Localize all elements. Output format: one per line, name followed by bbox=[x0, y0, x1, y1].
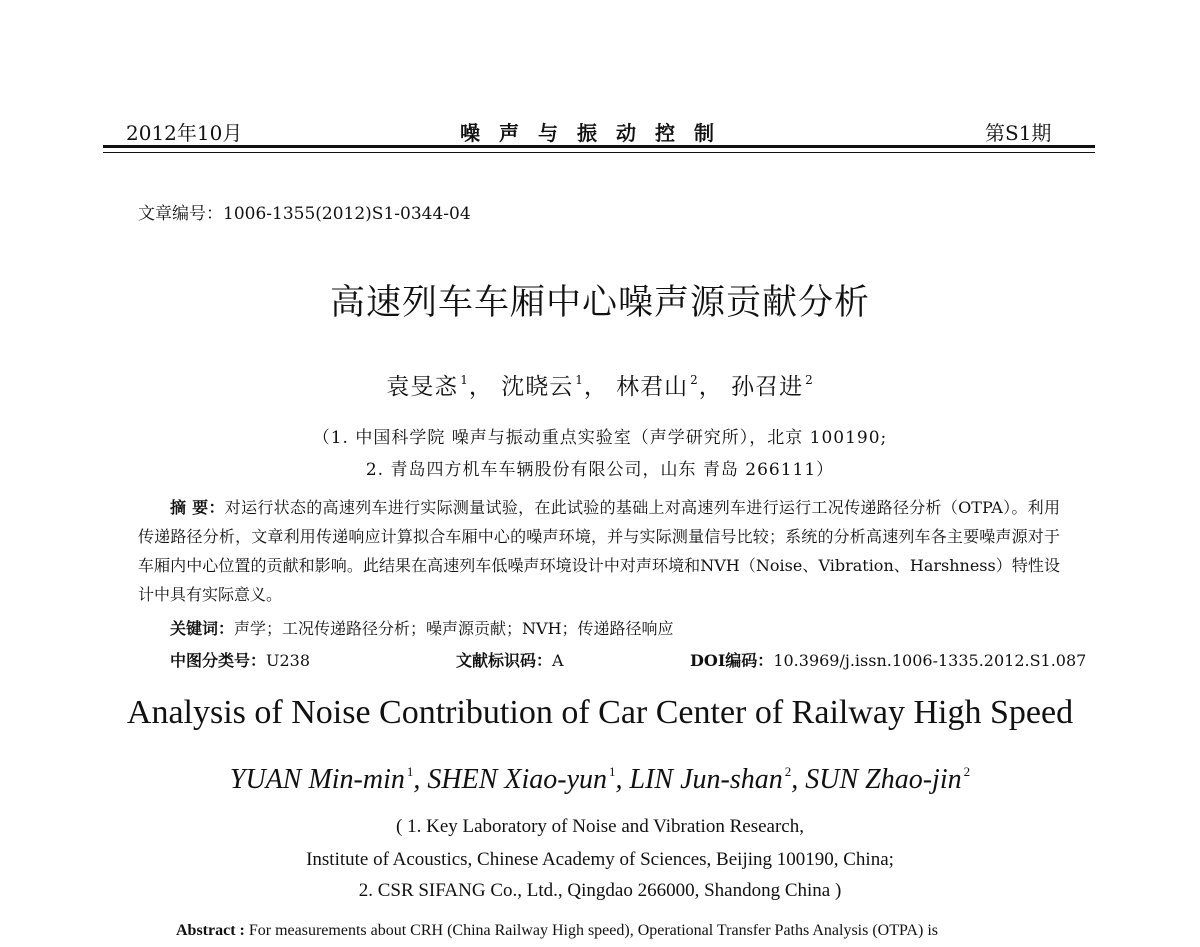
title-english: Analysis of Noise Contribution of Car Center of Railway High Speed bbox=[126, 694, 1074, 731]
author-separator: ， bbox=[468, 374, 493, 400]
author-separator: ， bbox=[583, 374, 608, 400]
author-en-affiliation-mark: 1 bbox=[609, 764, 616, 779]
author-separator: ， bbox=[698, 374, 723, 400]
article-number: 文章编号：1006-1355(2012)S1-0344-04 bbox=[138, 204, 471, 224]
author-cn-name: 林君山 bbox=[616, 374, 689, 400]
author-cn-name: 袁旻忞 bbox=[386, 374, 459, 400]
author-en-affiliation-mark: 2 bbox=[784, 764, 792, 779]
abstract-cn-text: 对运行状态的高速列车进行实际测量试验，在此试验的基础上对高速列车进行运行工况传递路径分析（OTPA）。利用传递路径分析，文章利用传递响应计算拟合车厢中心的噪声环境，并与实际测量信号比较；系统的分析高速列车各主要噪声源对于车厢内中心位置的贡献和影响。此结果在高速列车低噪声环境设计中对声环境和NVH（Noise、Vibration、Harshness）特性设计中具有实际意义。 bbox=[138, 498, 1060, 604]
header-rule-thick bbox=[103, 145, 1095, 148]
author-en-name: SHEN Xiao-yun bbox=[427, 764, 608, 795]
classification-label: 中图分类号： bbox=[170, 651, 267, 670]
abstract-english bbox=[176, 922, 938, 940]
author-cn-affiliation-mark: 2 bbox=[805, 373, 814, 387]
author-cn-affiliation-mark: 1 bbox=[460, 373, 469, 387]
authors-chinese bbox=[0, 368, 1200, 401]
header-journal-name: 噪声与振动控制 bbox=[460, 121, 733, 145]
author-en-name: SUN Zhao-jin bbox=[805, 764, 962, 795]
abstract-chinese bbox=[138, 493, 1060, 609]
abstract-en-label: Abstract : bbox=[176, 922, 245, 939]
classification-number bbox=[170, 648, 310, 671]
abstract-en-text: For measurements about CRH (China Railway High speed), Operational Transfer Paths Analysis (OTPA) is bbox=[248, 922, 938, 939]
author-en-affiliation-mark: 1 bbox=[406, 764, 414, 779]
affiliation-en-3: 2. CSR SIFANG Co., Ltd., Qingdao 266000, Shandong China ) bbox=[358, 880, 842, 901]
doi-value: 10.3969/j.issn.1006-1335.2012.S1.087 bbox=[773, 651, 1087, 670]
header-issue: 第S1期 bbox=[985, 121, 1052, 145]
affiliation-en-2: Institute of Acoustics, Chinese Academy of Sciences, Beijing 100190, China; bbox=[306, 849, 894, 870]
doi bbox=[690, 648, 1086, 671]
author-cn-affiliation-mark: 1 bbox=[575, 373, 584, 387]
affiliation-cn-1: （1. 中国科学院 噪声与振动重点实验室（声学研究所），北京 100190; bbox=[312, 428, 888, 448]
header-rule-thin bbox=[103, 152, 1095, 153]
document-code-value: A bbox=[552, 651, 564, 670]
author-en-name: YUAN Min-min bbox=[229, 764, 405, 795]
author-separator: , bbox=[615, 764, 630, 795]
document-code-label: 文献标识码： bbox=[456, 651, 553, 670]
keywords-chinese bbox=[170, 616, 674, 639]
author-separator: , bbox=[413, 764, 428, 795]
author-en-affiliation-mark: 2 bbox=[963, 764, 971, 779]
title-chinese: 高速列车车厢中心噪声源贡献分析 bbox=[329, 283, 870, 323]
authors-english bbox=[0, 764, 1200, 796]
author-separator: , bbox=[791, 764, 806, 795]
header-date: 2012年10月 bbox=[126, 121, 243, 145]
keywords-label: 关键词： bbox=[170, 619, 235, 638]
abstract-cn-label: 摘 要： bbox=[170, 498, 225, 517]
affiliation-cn-2: 2. 青岛四方机车车辆股份有限公司，山东 青岛 266111） bbox=[365, 460, 835, 480]
classification-value: U238 bbox=[266, 651, 311, 670]
author-cn-name: 沈晓云 bbox=[501, 374, 574, 400]
affiliation-en-1: ( 1. Key Laboratory of Noise and Vibration Research, bbox=[396, 816, 804, 837]
doi-label: DOI编码： bbox=[690, 651, 774, 670]
author-cn-name: 孙召进 bbox=[731, 374, 804, 400]
author-cn-affiliation-mark: 2 bbox=[690, 373, 699, 387]
document-code bbox=[456, 648, 564, 671]
author-en-name: LIN Jun-shan bbox=[629, 764, 783, 795]
keywords-text: 声学；工况传递路径分析；噪声源贡献；NVH；传递路径响应 bbox=[234, 619, 674, 638]
